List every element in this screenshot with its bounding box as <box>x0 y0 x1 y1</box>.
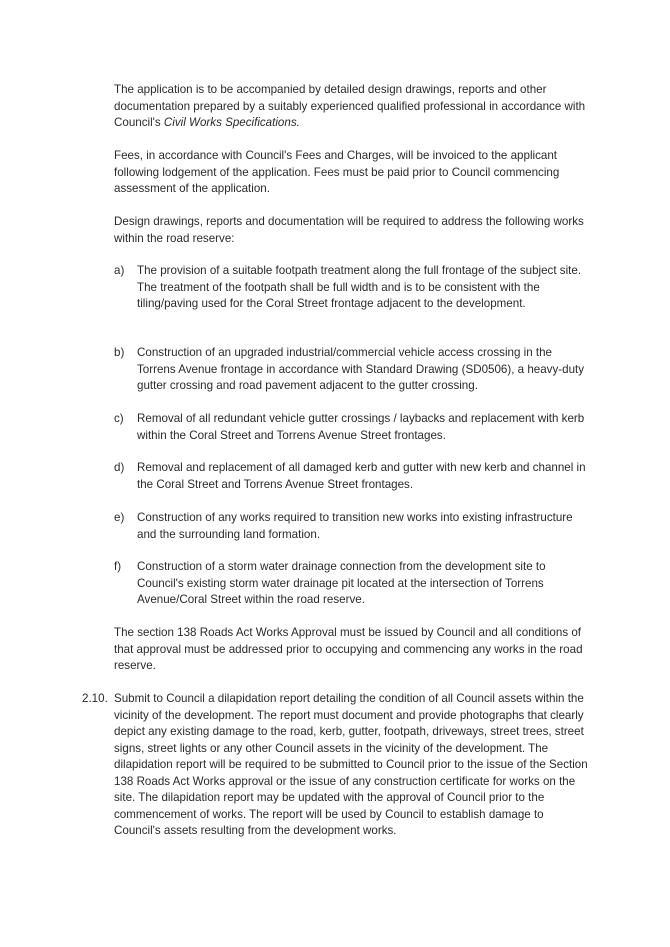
works-list-item-d <box>114 460 592 493</box>
list-marker: e) <box>114 511 125 524</box>
list-item-text: Removal and replacement of all damaged kerb and gutter with new kerb and channel in the Coral Street and Torrens Avenue Street frontages. <box>137 461 586 491</box>
list-marker: a) <box>114 264 125 277</box>
list-item-text: Construction of an upgraded industrial/commercial vehicle access crossing in the Torrens Avenue frontage in accordance with Standard Drawing (SD0506), a heavy-duty gutter crossing and road pavement adjacent to the gutter crossing. <box>137 346 585 392</box>
intro-paragraph-1-text: The application is to be accompanied by detailed design drawings, reports and other documentation prepared by a suitably experienced qualified professional in accordance with Council's <box>114 83 586 129</box>
list-marker: b) <box>114 346 125 359</box>
condition-text: Submit to Council a dilapidation report detailing the condition of all Council assets within the vicinity of the development. The report must document and provide photographs that clearly depict any existing damage to the road, kerb, gutter, footpath, driveways, street trees, street signs, street lights or any other Council assets in the vicinity of the development. The dilapidation report will be required to be submitted to Council prior to the issue of the Section 138 Roads Act Works approval or the issue of any construction certificate for works on the site. The dilapidation report may be updated with the approval of Council prior to the commencement of works. The report will be used by Council to establish damage to Council's assets resulting from the development works. <box>114 692 588 837</box>
works-list-item-f <box>114 559 592 609</box>
intro-paragraph-2: Fees, in accordance with Council's Fees and Charges, will be invoiced to the applicant following lodgement of the application. Fees must be paid prior to Council commencing assessment of the application. <box>114 149 560 195</box>
condition-number: 2.10. <box>82 692 108 705</box>
list-item-text: Removal of all redundant vehicle gutter crossings / laybacks and replacement with kerb within the Coral Street and Torrens Avenue Street frontages. <box>137 412 585 442</box>
civil-works-specifications-reference: Civil Works Specifications. <box>163 116 300 129</box>
list-item-text: Construction of a storm water drainage connection from the development site to Council's existing storm water drainage pit located at the intersection of Torrens Avenue/Coral Street within the road reserve. <box>137 560 546 606</box>
works-list-item-c <box>114 411 592 444</box>
intro-paragraph-1 <box>114 82 592 132</box>
intro-paragraph-3: Design drawings, reports and documentation will be required to address the following works within the road reserve: <box>114 215 584 245</box>
list-marker: c) <box>114 412 124 425</box>
works-list-item-e <box>114 510 592 543</box>
list-item-text: The provision of a suitable footpath treatment along the full frontage of the subject site. The treatment of the footpath shall be full width and is to be consistent with the tiling/paving used for the Coral Street frontage adjacent to the development. <box>137 264 582 310</box>
list-marker: f) <box>114 560 122 573</box>
condition-2-10 <box>82 691 592 840</box>
works-list-item-a <box>114 263 592 313</box>
list-marker: d) <box>114 461 125 474</box>
approval-note-paragraph: The section 138 Roads Act Works Approval must be issued by Council and all conditions of that approval must be addressed prior to occupying and commencing any works in the road reserve. <box>114 626 583 672</box>
list-item-text: Construction of any works required to transition new works into existing infrastructure and the surrounding land formation. <box>137 511 573 541</box>
works-list-item-b <box>114 345 592 395</box>
